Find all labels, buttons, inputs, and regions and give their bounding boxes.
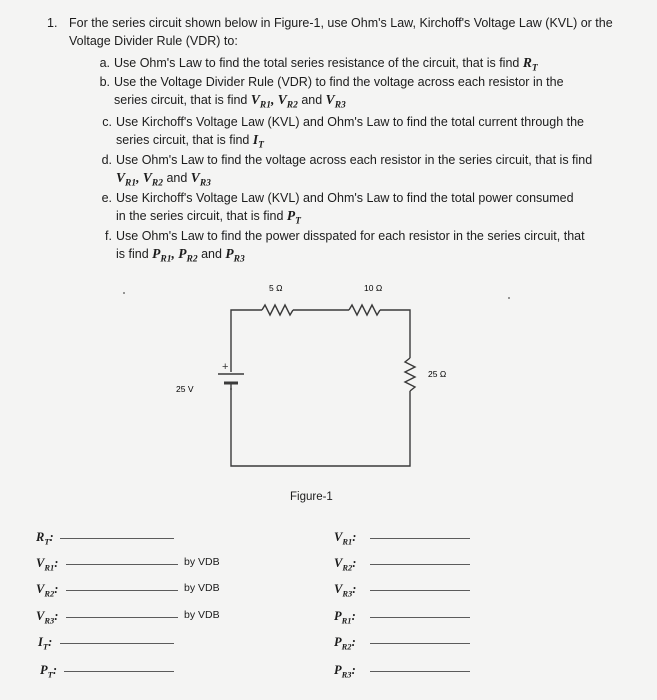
answer-vr2-vdb: $V_{R2}$:: [36, 582, 59, 599]
answer-vr2-line[interactable]: [370, 564, 470, 565]
answer-vr3-vdb-line[interactable]: [66, 617, 178, 618]
answer-vr3-vdb: $V_{R3}$:: [36, 609, 59, 626]
item-c-text: Use Kirchoff's Voltage Law (KVL) and Ohm's Law to find the total current through the series circuit, that is find: [116, 115, 584, 147]
item-d-label: d.: [101, 153, 112, 167]
answer-pr1-line[interactable]: [370, 617, 470, 618]
item-e: [101, 189, 586, 231]
wire-top-right: [380, 310, 410, 358]
answer-pr2-line[interactable]: [370, 643, 470, 644]
answer-vr3-line[interactable]: [370, 590, 470, 591]
item-a-label: a.: [99, 56, 110, 70]
item-c-math: $I_T$: [252, 132, 264, 151]
source-label: 25 V: [176, 384, 194, 394]
answer-vr2-vdb-suffix: by VDB: [184, 582, 220, 594]
answer-pr3-line[interactable]: [370, 671, 470, 672]
item-a-math: $R_T$: [522, 55, 538, 74]
wire-top-left: [231, 310, 262, 372]
answer-pr3: $P_{R3}$:: [334, 663, 356, 680]
answer-vr2-vdb-line[interactable]: [66, 590, 178, 591]
item-e-label: e.: [101, 191, 112, 205]
r3-label: 25 Ω: [428, 369, 447, 379]
item-d-text: Use Ohm's Law to find the voltage across each resistor in the series circuit, that is find: [116, 153, 593, 167]
item-c: [102, 113, 586, 155]
answer-it: $I_T$:: [38, 635, 53, 652]
item-b: b. Use the Voltage Divider Rule (VDR) to find the voltage across each resistor in the series circuit, that is find $V_{R1}$, $V_{R2}$ and $V_{R3}$: [114, 73, 592, 115]
answer-vr1-line[interactable]: [370, 538, 470, 539]
answer-rt-line[interactable]: [60, 538, 174, 539]
item-e-math: $P_T$: [286, 208, 301, 227]
answer-vr1-vdb: $V_{R1}$:: [36, 556, 59, 573]
resistor-r1: [262, 305, 293, 315]
answer-vr1: $V_{R1}$:: [334, 530, 357, 547]
item-f-label: f.: [105, 229, 112, 243]
answer-vr3: $V_{R3}$:: [334, 582, 357, 599]
answer-vr2: $V_{R2}$:: [334, 556, 357, 573]
answer-rt-label: $R_T$:: [36, 530, 54, 547]
answer-vr3-vdb-suffix: by VDB: [184, 609, 220, 621]
wire-bottom: [231, 388, 410, 466]
resistor-r3: [405, 358, 415, 391]
answer-vr1-vdb-suffix: by VDB: [184, 556, 220, 568]
plus-sign: +: [222, 361, 229, 373]
answer-pr1: $P_{R1}$:: [334, 609, 356, 626]
item-e-text: Use Kirchoff's Voltage Law (KVL) and Ohm's Law to find the total power consumed in the series circuit, that is find: [116, 191, 574, 223]
resistor-r2: [349, 305, 380, 315]
answer-it-line[interactable]: [60, 643, 174, 644]
r1-label: 5 Ω: [269, 283, 283, 293]
answer-pt: $P_T$:: [40, 663, 58, 680]
question-number: 1.: [47, 16, 58, 30]
question-intro: For the series circuit shown below in Figure-1, use Ohm's Law, Kirchoff's Voltage Law (KVL) or the Voltage Divider Rule (VDR) to:: [69, 16, 613, 48]
item-d-math: $V_{R1}$, $V_{R2}$: [116, 170, 163, 189]
item-f: f. Use Ohm's Law to find the power disspated for each resistor in the series circuit, that is find $P_{R1}$, $P_{R2}$ and $P_{R3}$: [116, 227, 594, 269]
item-b-text: Use the Voltage Divider Rule (VDR) to find the voltage across each resistor in the series circuit, that is find: [114, 75, 564, 107]
answer-vr1-vdb-line[interactable]: [66, 564, 178, 565]
item-a-text: Use Ohm's Law to find the total series resistance of the circuit, that is find: [114, 56, 520, 70]
circuit-diagram: [0, 270, 657, 510]
r2-label: 10 Ω: [364, 283, 383, 293]
item-d: d. Use Ohm's Law to find the voltage across each resistor in the series circuit, that is find $V_{R1}$, $V_{R2}$ and $V_{R3}$: [116, 151, 594, 193]
item-b-math: $V_{R1}$, $V_{R2}$: [250, 92, 298, 111]
answer-pt-line[interactable]: [64, 671, 174, 672]
item-c-label: c.: [102, 115, 112, 129]
item-f-text: Use Ohm's Law to find the power disspated for each resistor in the series circuit, that is find: [116, 229, 585, 261]
item-b-label: b.: [99, 75, 110, 89]
figure-caption: Figure-1: [290, 491, 333, 503]
item-f-math: $P_{R1}$, $P_{R2}$: [152, 246, 198, 265]
answer-rt: [36, 530, 54, 547]
answer-pr2: $P_{R2}$:: [334, 635, 356, 652]
